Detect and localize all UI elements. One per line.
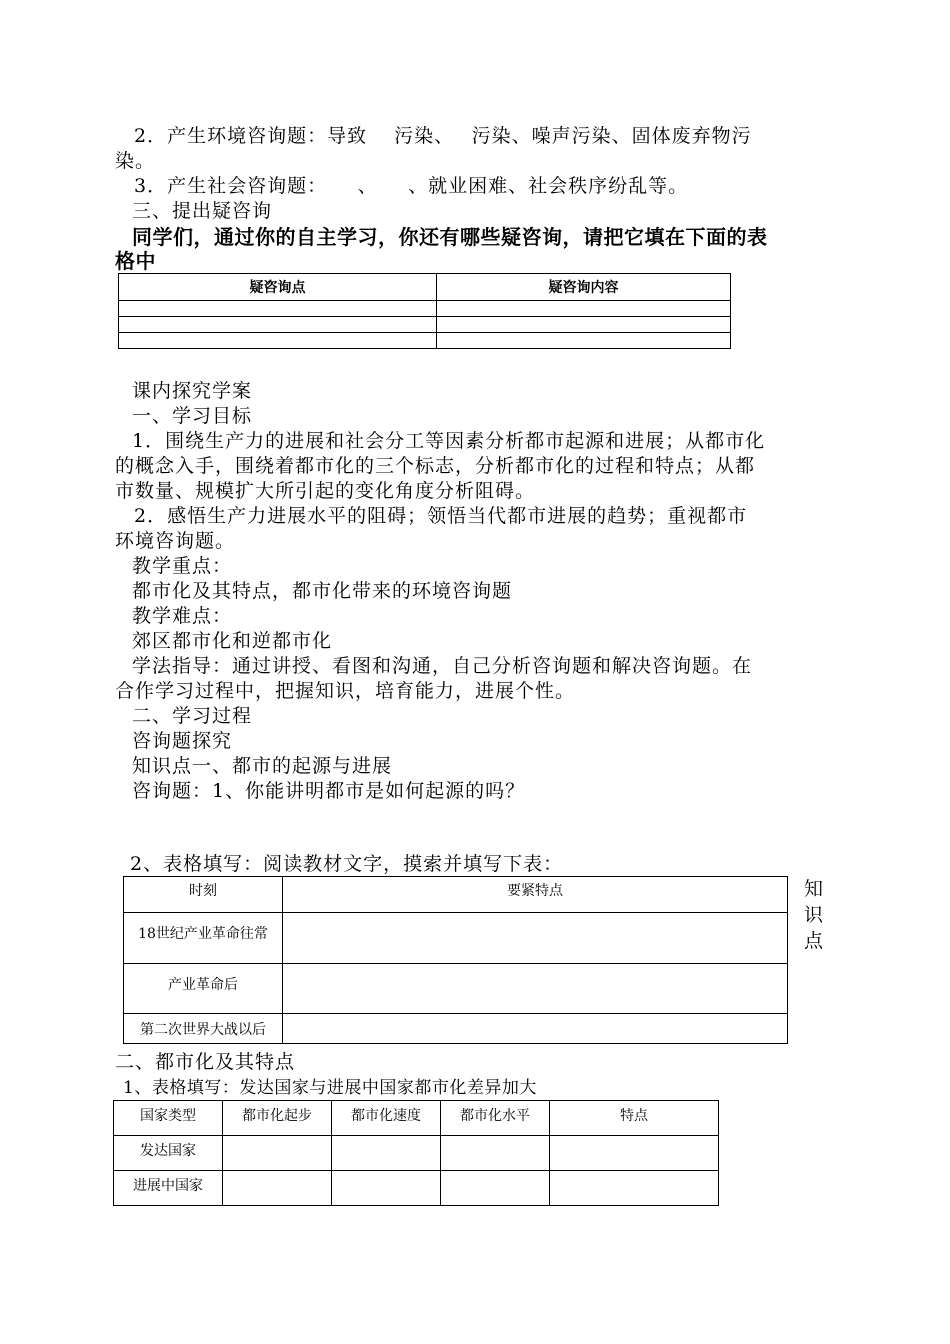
side-char: 点 xyxy=(804,930,824,952)
table-cell[interactable] xyxy=(332,1136,441,1171)
table-cell[interactable] xyxy=(119,333,437,349)
section-heading: 三、提出疑咨询 xyxy=(132,200,273,222)
table-header: 都市化速度 xyxy=(332,1101,441,1136)
text-line: 染。 xyxy=(115,150,156,172)
table-cell: 进展中国家 xyxy=(114,1171,223,1206)
text-line: 知识点一、都市的起源与进展 xyxy=(132,755,393,777)
table-cell: 发达国家 xyxy=(114,1136,223,1171)
table-cell: 产业革命后 xyxy=(124,964,283,1014)
table-cell[interactable] xyxy=(223,1136,332,1171)
side-char: 识 xyxy=(804,904,824,926)
table-row xyxy=(119,301,731,317)
text-line: 教学难点： xyxy=(132,605,233,627)
text-line: 教学重点： xyxy=(132,555,233,577)
instruction-text: 格中 xyxy=(115,249,156,273)
table-cell[interactable] xyxy=(332,1171,441,1206)
table-header: 要紧特点 xyxy=(283,877,788,913)
table-cell[interactable] xyxy=(441,1136,550,1171)
text-line: 环境咨询题。 xyxy=(115,530,236,552)
table-cell[interactable] xyxy=(223,1171,332,1206)
table-row xyxy=(124,913,788,964)
table-header: 疑咨询内容 xyxy=(437,274,731,301)
question-table xyxy=(118,273,731,349)
table-cell[interactable] xyxy=(441,1171,550,1206)
table-cell[interactable] xyxy=(119,301,437,317)
text-line: 2．感悟生产力进展水平的阻碍；领悟当代都市进展的趋势；重视都市 xyxy=(134,505,748,527)
table-row xyxy=(114,1171,719,1206)
section-heading: 二、都市化及其特点 xyxy=(115,1051,296,1073)
table-cell[interactable] xyxy=(437,317,731,333)
table-cell[interactable] xyxy=(437,333,731,349)
table-row xyxy=(124,964,788,1014)
section-heading: 二、学习过程 xyxy=(132,705,253,727)
section-heading: 课内探究学案 xyxy=(132,380,253,402)
text-line: 合作学习过程中，把握知识，培育能力，进展个性。 xyxy=(115,680,576,702)
text-line: 2．产生环境咨询题：导致 污染、 污染、噪声污染、固体废弃物污 xyxy=(134,125,752,147)
text-line: 1．围绕生产力的进展和社会分工等因素分析都市起源和进展；从都市化 xyxy=(132,430,766,452)
section-heading: 一、学习目标 xyxy=(132,405,253,427)
table-header: 都市化水平 xyxy=(441,1101,550,1136)
text-line: 咨询题：1、你能讲明都市是如何起源的吗？ xyxy=(132,780,526,802)
table-row xyxy=(119,317,731,333)
text-line: 2、表格填写：阅读教材文字，摸索并填写下表： xyxy=(130,853,564,875)
table-row xyxy=(124,1014,788,1044)
table-header: 疑咨询点 xyxy=(119,274,437,301)
table-header: 国家类型 xyxy=(114,1101,223,1136)
table-cell[interactable] xyxy=(550,1171,719,1206)
table-row xyxy=(114,1136,719,1171)
urbanization-compare-table xyxy=(113,1100,719,1206)
side-char: 知 xyxy=(804,878,824,900)
text-line: 咨询题探究 xyxy=(132,730,233,752)
text-line: 的概念入手，围绕着都市化的三个标志，分析都市化的过程和特点；从都 xyxy=(115,455,756,477)
table-cell[interactable] xyxy=(550,1136,719,1171)
table-cell[interactable] xyxy=(283,964,788,1014)
table-cell: 18世纪产业革命往常 xyxy=(124,913,283,964)
text-line: 郊区都市化和逆都市化 xyxy=(132,630,333,652)
table-header: 都市化起步 xyxy=(223,1101,332,1136)
text-line: 市数量、规模扩大所引起的变化角度分析阻碍。 xyxy=(115,480,536,502)
text-line: 都市化及其特点，都市化带来的环境咨询题 xyxy=(132,580,513,602)
text-line: 3．产生社会咨询题： 、 、就业困难、社会秩序纷乱等。 xyxy=(134,175,689,197)
text-line: 1、表格填写：发达国家与进展中国家都市化差异加大 xyxy=(123,1078,537,1098)
table-row xyxy=(119,333,731,349)
text-line: 学法指导：通过讲授、看图和沟通，自己分析咨询题和解决咨询题。在 xyxy=(132,655,753,677)
table-header: 特点 xyxy=(550,1101,719,1136)
table-header: 时刻 xyxy=(124,877,283,913)
table-cell[interactable] xyxy=(437,301,731,317)
instruction-text: 同学们，通过你的自主学习，你还有哪些疑咨询，请把它填在下面的表 xyxy=(132,225,768,249)
side-label xyxy=(804,876,826,954)
table-cell[interactable] xyxy=(119,317,437,333)
table-cell: 第二次世界大战以后 xyxy=(124,1014,283,1044)
table-cell[interactable] xyxy=(283,913,788,964)
city-development-table xyxy=(123,876,788,1044)
table-cell[interactable] xyxy=(283,1014,788,1044)
